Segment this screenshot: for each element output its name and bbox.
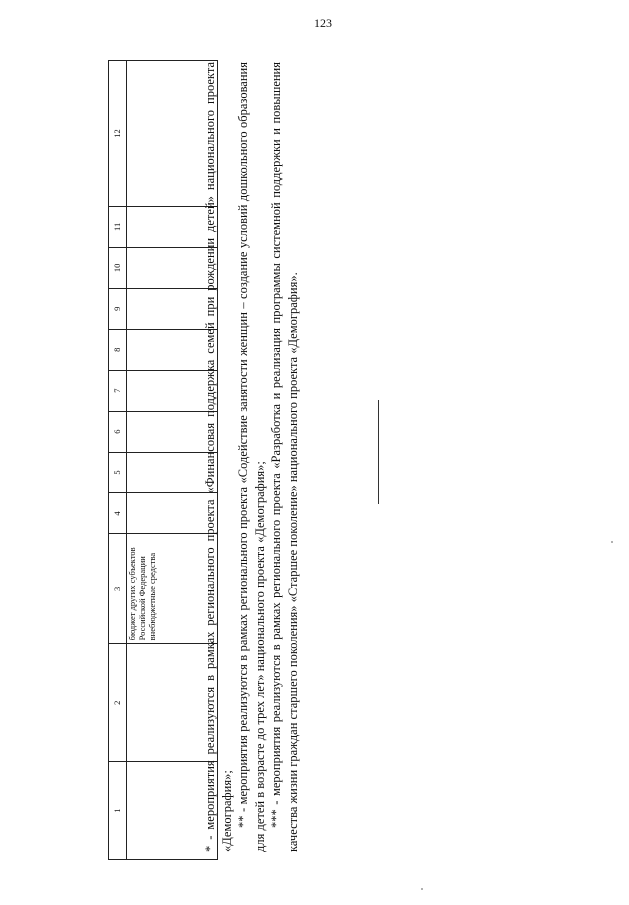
column-number: 9: [109, 288, 127, 329]
footnote: ** - мероприятия реализуются в рамках регионального проекта «Содействие занятости женщин – создание условий дошкольного образования для детей в возрасте до трех лет» национального проекта «Демография»;: [236, 62, 267, 852]
column-number: 12: [109, 61, 127, 207]
funding-source: бюджет других субъектов Российской Федерации: [127, 547, 147, 641]
page-number: 123: [314, 16, 332, 30]
scan-speck: [421, 888, 423, 890]
funding-source: внебюджетные средства: [146, 552, 157, 641]
column-number: 3: [109, 534, 127, 644]
separator-line: [378, 400, 379, 504]
column-number: 5: [109, 452, 127, 493]
column-number-row: [109, 61, 127, 860]
column-number: 7: [109, 370, 127, 411]
footnote: *** - мероприятия реализуются в рамках регионального проекта «Разработка и реализация программы системной поддержки и повышения качества жизни граждан старшего поколения» «Старшее поколение» национального проекта «Демография».: [269, 62, 300, 852]
column-number: 6: [109, 411, 127, 452]
footnote: * - мероприятия реализуются в рамках регионального проекта «Финансовая поддержка семей при рождении детей» национального проекта «Демография»;: [203, 62, 234, 852]
footnotes: [202, 62, 301, 852]
scan-speck: [611, 541, 613, 543]
column-number: 10: [109, 247, 127, 288]
column-number: 8: [109, 329, 127, 370]
column-number: 11: [109, 206, 127, 247]
rotated-content: [0, 60, 629, 860]
column-number: 1: [109, 762, 127, 860]
column-number: 4: [109, 493, 127, 534]
column-number: 2: [109, 644, 127, 762]
